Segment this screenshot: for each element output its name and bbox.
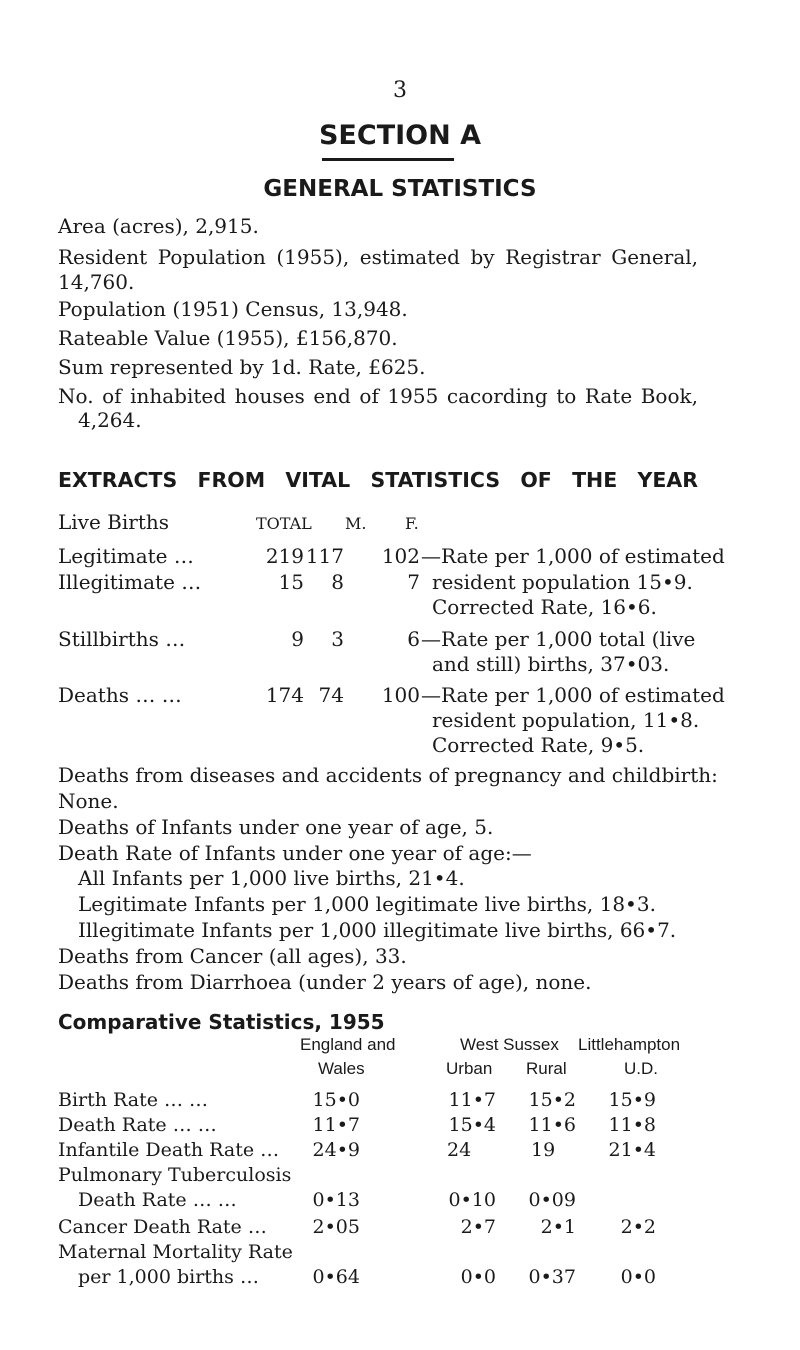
infant-deaths-line: Deaths of Infants under one year of age, 5. [58, 815, 494, 839]
header-urban: Urban [446, 1059, 493, 1078]
cell-littlehampton: 15•9 [608, 1089, 656, 1111]
cell-england-wales: 24•9 [312, 1139, 360, 1161]
cell-urban: 0•0 [460, 1266, 496, 1288]
all-infants-rate: All Infants per 1,000 live births, 21•4. [78, 866, 465, 890]
comparative-statistics-heading: Comparative Statistics, 1955 [58, 1010, 385, 1034]
comparative-row-label: Death Rate … … [58, 1114, 217, 1136]
vital-row-label: Stillbirths … [58, 627, 186, 651]
illegitimate-infants-rate: Illegitimate Infants per 1,000 illegitimate live births, 66•7. [78, 918, 677, 942]
vital-row-note-continued: Corrected Rate, 9•5. [432, 733, 645, 757]
census-line: Population (1951) Census, 13,948. [58, 297, 408, 321]
maternal-deaths-value: None. [58, 789, 119, 813]
comparative-row-label: Birth Rate … … [58, 1089, 209, 1111]
comparative-row-label: Cancer Death Rate … [58, 1216, 267, 1238]
inhabited-houses-value: 4,264. [78, 408, 142, 432]
vital-row-total: 174 [265, 683, 304, 707]
vital-header-label: Live Births [58, 510, 170, 534]
cell-littlehampton: 21•4 [608, 1139, 656, 1161]
area-line: Area (acres), 2,915. [58, 214, 259, 238]
page-number: 3 [393, 78, 407, 103]
vital-row-f: 6 [407, 627, 420, 651]
cell-rural: 11•6 [528, 1114, 576, 1136]
resident-population-value: 14,760. [58, 270, 135, 294]
cell-littlehampton: 2•2 [620, 1216, 656, 1238]
header-littlehampton: Littlehampton [578, 1035, 681, 1054]
cell-urban: 0•10 [448, 1189, 496, 1211]
vital-row-note: —Rate per 1,000 of estimated [421, 683, 725, 707]
cell-rural: 0•09 [528, 1189, 576, 1211]
cell-rural: 15•2 [528, 1089, 576, 1111]
vital-row-label: Illegitimate … [58, 570, 202, 594]
cell-england-wales: 2•05 [312, 1216, 360, 1238]
vital-row-label: Legitimate … [58, 544, 194, 568]
cell-littlehampton: 11•8 [608, 1114, 656, 1136]
cell-england-wales: 0•13 [312, 1189, 360, 1211]
vital-header-total: TOTAL [256, 514, 312, 533]
header-ud: U.D. [624, 1059, 658, 1078]
vital-row-note: —Rate per 1,000 total (live [421, 627, 696, 651]
vital-row-m: 3 [331, 627, 344, 651]
vital-row-total: 9 [291, 627, 304, 651]
vital-row-label: Deaths … … [58, 683, 182, 707]
section-title-underline [322, 158, 454, 161]
header-rural: Rural [526, 1059, 567, 1078]
inhabited-houses-line: No. of inhabited houses end of 1955 cacording to Rate Book, [58, 384, 698, 408]
vital-statistics-heading: EXTRACTS FROM VITAL STATISTICS OF THE YEAR [58, 468, 698, 492]
cell-urban: 2•7 [460, 1216, 496, 1238]
vital-row-f: 102 [381, 544, 420, 568]
cell-rural: 2•1 [540, 1216, 576, 1238]
maternal-deaths-line: Deaths from diseases and accidents of pregnancy and childbirth: [58, 763, 718, 787]
vital-row-note-continued: Corrected Rate, 16•6. [432, 595, 657, 619]
header-england-wales: England and [300, 1035, 396, 1054]
cell-urban: 15•4 [448, 1114, 496, 1136]
cell-england-wales: 15•0 [312, 1089, 360, 1111]
cell-urban: 24 [447, 1139, 472, 1161]
vital-row-note-continued: resident population, 11•8. [432, 708, 700, 732]
cell-littlehampton: 0•0 [620, 1266, 656, 1288]
comparative-row-label: Maternal Mortality Rate [58, 1241, 293, 1263]
cell-rural: 0•37 [528, 1266, 576, 1288]
comparative-row-label: Infantile Death Rate … [58, 1139, 280, 1161]
cancer-deaths-line: Deaths from Cancer (all ages), 33. [58, 944, 407, 968]
vital-row-note: —Rate per 1,000 of estimated [421, 544, 725, 568]
cell-urban: 11•7 [448, 1089, 496, 1111]
penny-rate-line: Sum represented by 1d. Rate, £625. [58, 355, 426, 379]
cell-rural: 19 [531, 1139, 556, 1161]
vital-header-f: F. [405, 514, 419, 533]
vital-row-m: 117 [305, 544, 344, 568]
rateable-value-line: Rateable Value (1955), £156,870. [58, 326, 398, 350]
vital-row-f: 100 [381, 683, 420, 707]
vital-row-total: 219 [265, 544, 304, 568]
comparative-row-label-continued: per 1,000 births … [78, 1266, 259, 1288]
cell-england-wales: 0•64 [312, 1266, 360, 1288]
header-west-sussex: West Sussex [460, 1035, 559, 1054]
comparative-row-label-continued: Death Rate … … [78, 1189, 237, 1211]
vital-row-note-continued: and still) births, 37•03. [432, 652, 670, 676]
resident-population-line: Resident Population (1955), estimated by Registrar General, [58, 245, 698, 269]
section-title: SECTION A [318, 120, 481, 151]
vital-row-total: 15 [278, 570, 304, 594]
vital-row-m: 8 [331, 570, 344, 594]
vital-row-m: 74 [318, 683, 344, 707]
infant-death-rate-heading: Death Rate of Infants under one year of age:— [58, 841, 532, 865]
legitimate-infants-rate: Legitimate Infants per 1,000 legitimate live births, 18•3. [78, 892, 656, 916]
cell-england-wales: 11•7 [312, 1114, 360, 1136]
header-england-wales-continued: Wales [318, 1059, 365, 1078]
vital-header-m: M. [345, 514, 367, 533]
diarrhoea-deaths-line: Deaths from Diarrhoea (under 2 years of age), none. [58, 970, 592, 994]
vital-row-note: resident population 15•9. [432, 570, 693, 594]
vital-row-f: 7 [407, 570, 420, 594]
comparative-row-label: Pulmonary Tuberculosis [58, 1164, 292, 1186]
general-statistics-heading: GENERAL STATISTICS [263, 176, 537, 202]
